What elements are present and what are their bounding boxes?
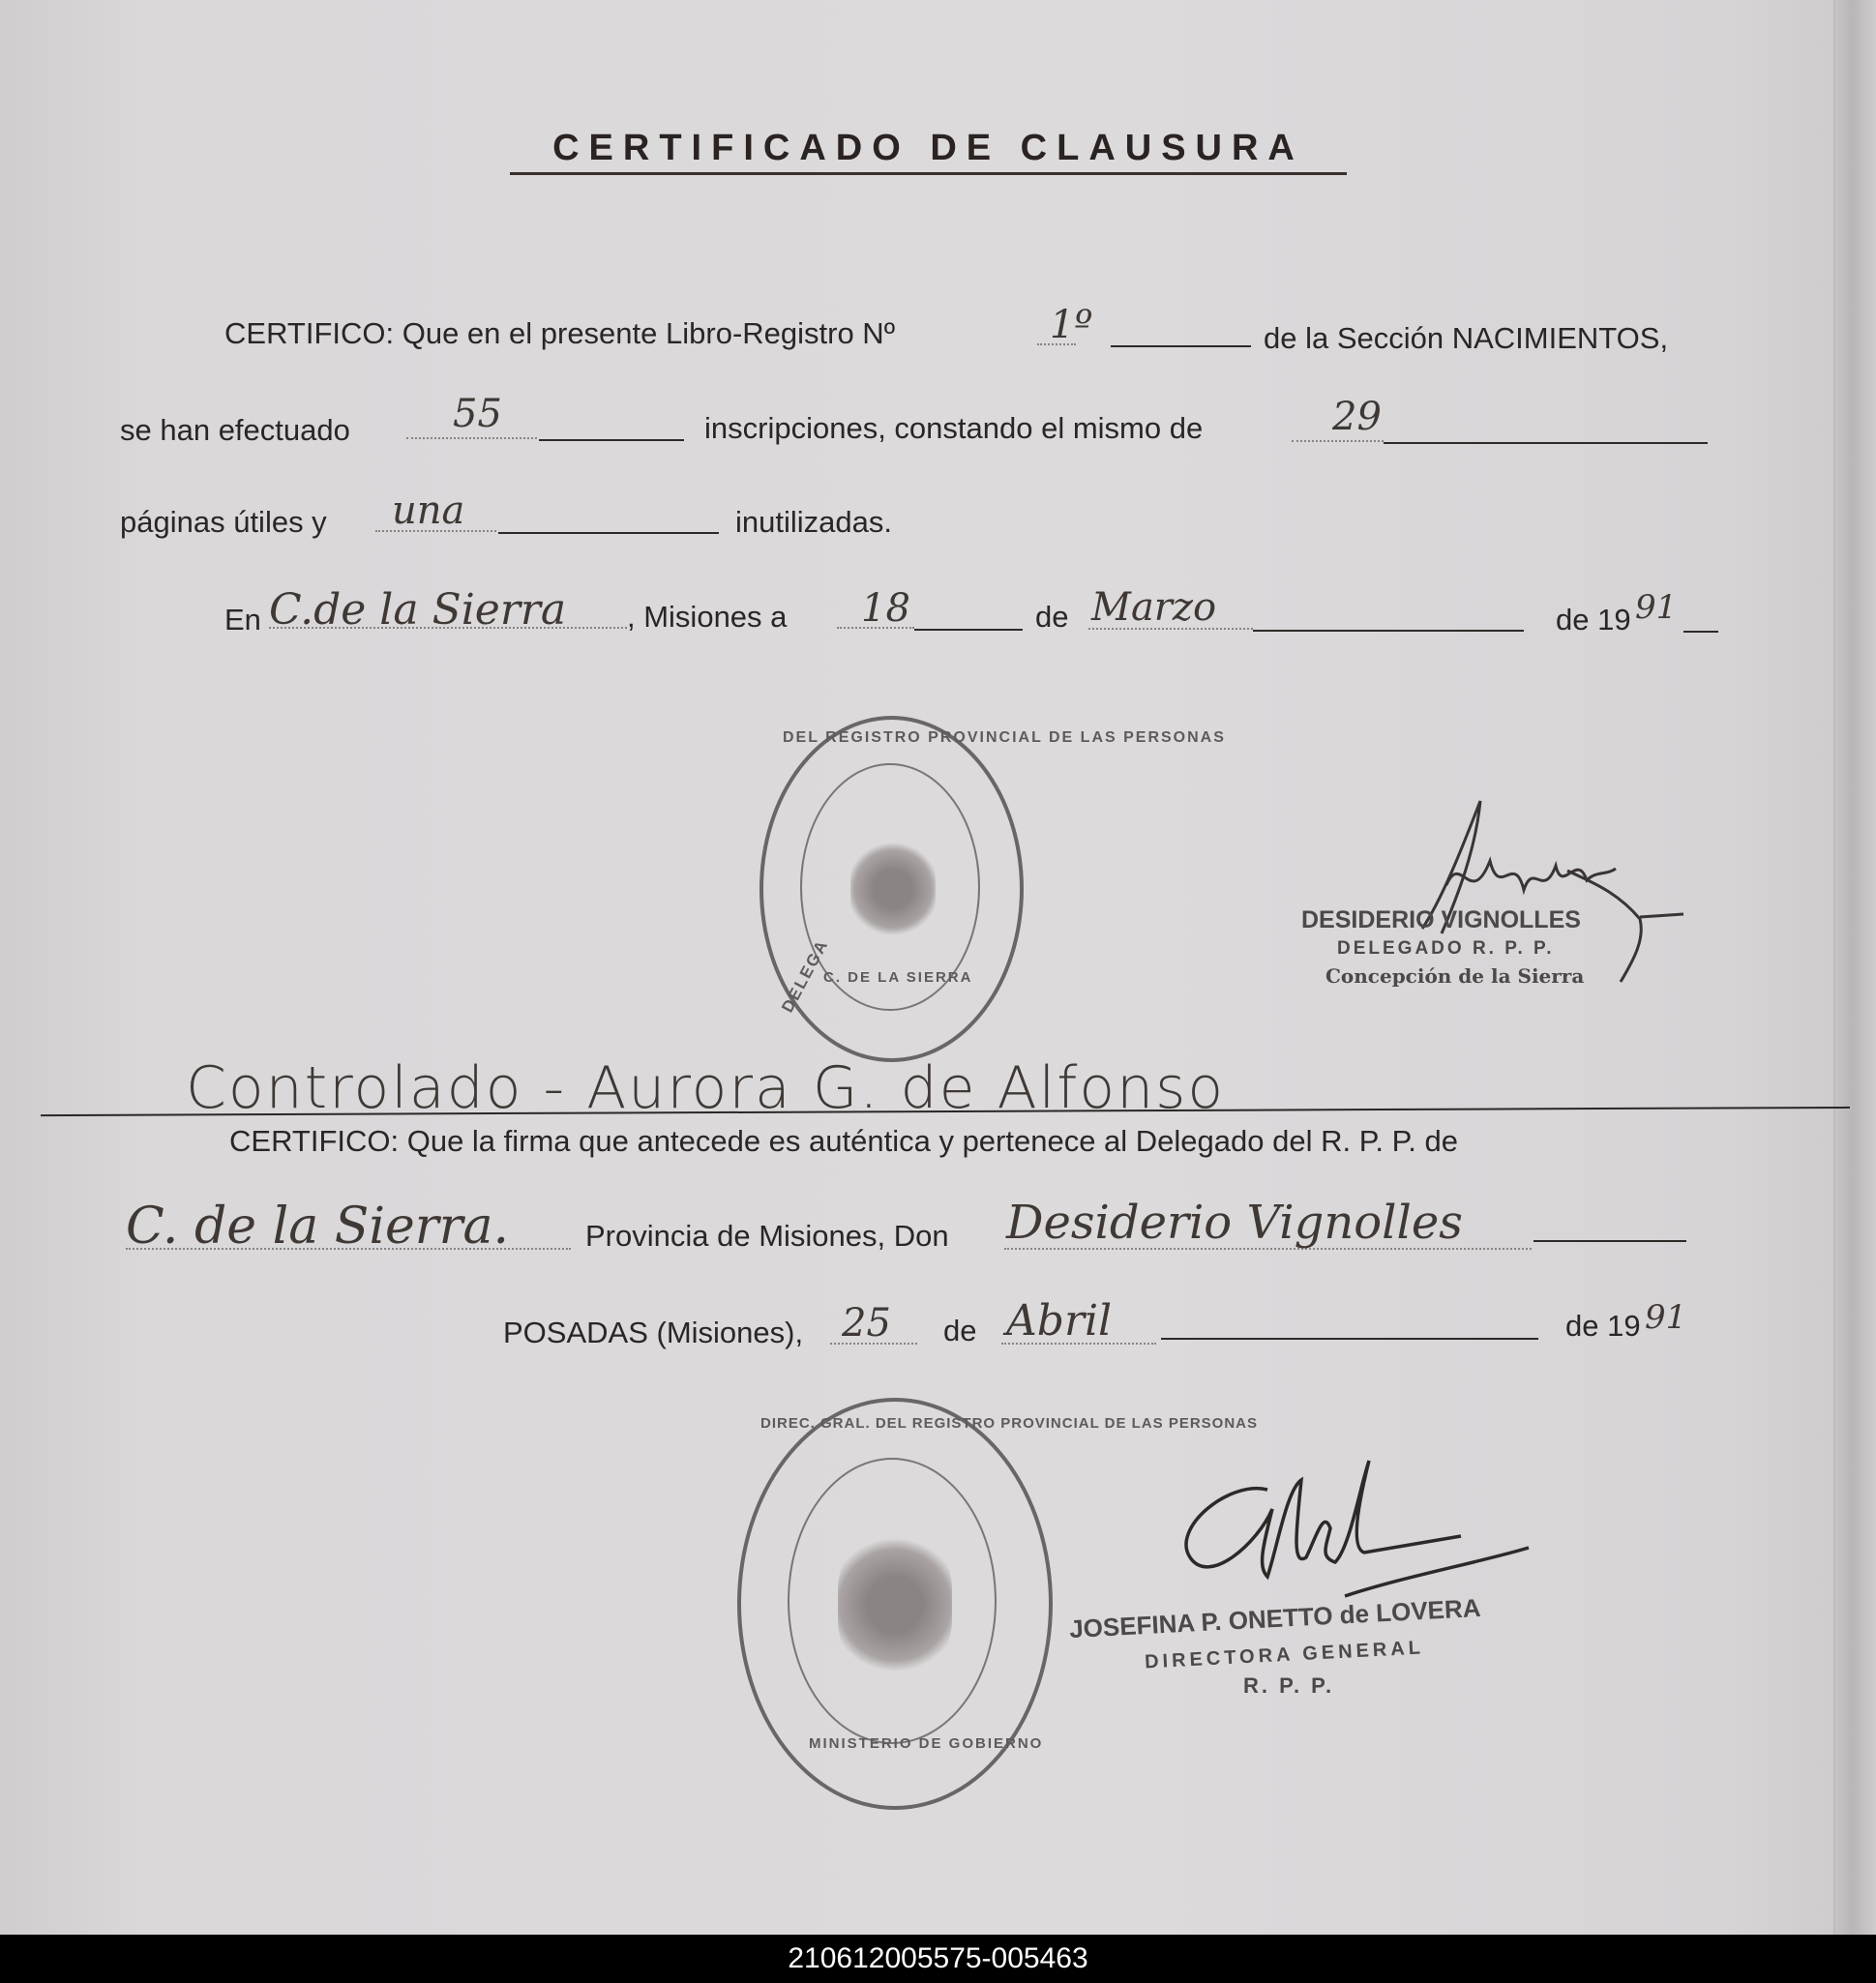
official-seal-2 (737, 1398, 1258, 1810)
page-edge (1833, 0, 1876, 1935)
official-seal-1 (759, 716, 1226, 1062)
dotted-leader (1292, 440, 1384, 442)
signer2-org: R. P. P. (1243, 1673, 1335, 1698)
handwritten-pages: 29 (1332, 395, 1382, 439)
coat-of-arms-emblem (850, 841, 936, 937)
cert2-line3-de: de (943, 1314, 977, 1347)
cert1-line3-end: inutilizadas. (735, 505, 892, 539)
handwritten-book-number: 1º (1050, 303, 1093, 347)
seal-inner-text: C. DE LA SIERRA (823, 969, 973, 986)
seal-ring-text: DEL REGISTRO PROVINCIAL DE LAS PERSONAS (783, 729, 1226, 746)
coat-of-arms-emblem (838, 1532, 952, 1677)
blank-line (539, 439, 684, 441)
handwritten-unused: una (392, 488, 465, 533)
handwritten-month: Marzo (1091, 585, 1217, 630)
cert2-line1: CERTIFICO: Que la firma que antecede es auténtica y pertenece al Delegado del R. P. P. de (229, 1124, 1459, 1158)
seal-inner-text: MINISTERIO DE GOBIERNO (809, 1735, 1044, 1752)
blank-line (1161, 1338, 1538, 1340)
seal-ring-text: DIREC. GRAL. DEL REGISTRO PROVINCIAL DE LAS PERSONAS (760, 1415, 1258, 1432)
cert1-line4-de: de (1035, 600, 1069, 634)
cert1-line4-mid: , Misiones a (627, 600, 788, 634)
handwritten-place: C.de la Sierra (269, 585, 567, 635)
signer1-place: Concepción de la Sierra (1325, 964, 1585, 988)
blank-line (1384, 442, 1708, 444)
cert1-line4-en: En (224, 603, 261, 636)
handwritten-month-2: Abril (1006, 1296, 1113, 1346)
handwritten-day-2: 25 (842, 1301, 891, 1346)
blank-line (1253, 630, 1524, 632)
handwritten-inscriptions: 55 (453, 392, 502, 436)
seal-left-text: DELEGA (778, 935, 832, 1016)
handwritten-day: 18 (861, 586, 910, 631)
cert1-line4-year-prefix: de 19 (1556, 603, 1631, 636)
handwritten-year-2: 91 (1645, 1298, 1687, 1337)
signer2-name: JOSEFINA P. ONETTO de LOVERA (1068, 1592, 1482, 1644)
cert2-line3-year-prefix: de 19 (1565, 1309, 1641, 1343)
blank-line (914, 629, 1023, 631)
cert1-line1-end: de la Sección NACIMIENTOS, (1264, 321, 1669, 355)
blank-line (1111, 345, 1251, 347)
dotted-leader (406, 437, 537, 439)
cert1-line2-start: se han efectuado (120, 413, 350, 447)
dotted-leader (126, 1248, 571, 1250)
blank-line (1683, 631, 1718, 633)
signer2-role: DIRECTORA GENERAL (1144, 1637, 1425, 1673)
handwritten-delegate-name: Desiderio Vignolles (1006, 1196, 1463, 1250)
signer1-role: DELEGADO R. P. P. (1337, 938, 1555, 959)
handwritten-controlado-note: Controlado - Aurora G. de Alfonso (186, 1054, 1226, 1122)
cert2-line2-mid: Provincia de Misiones, Don (585, 1219, 949, 1253)
signer1-name: DESIDERIO VIGNOLLES (1301, 906, 1581, 933)
cert1-line3-start: páginas útiles y (120, 505, 327, 539)
blank-line (498, 532, 719, 534)
document-id-footer: 210612005575-005463 (0, 1935, 1876, 1983)
cert1-line2-mid: inscripciones, constando el mismo de (704, 411, 1204, 445)
document-title: CERTIFICADO DE CLAUSURA (510, 128, 1347, 175)
cert2-line3-start: POSADAS (Misiones), (503, 1316, 804, 1349)
cert1-line1-start: CERTIFICO: Que en el presente Libro-Registro Nº (224, 316, 896, 350)
blank-line (1534, 1240, 1686, 1242)
handwritten-year: 91 (1635, 588, 1678, 627)
handwritten-place-2: C. de la Sierra. (126, 1198, 510, 1256)
